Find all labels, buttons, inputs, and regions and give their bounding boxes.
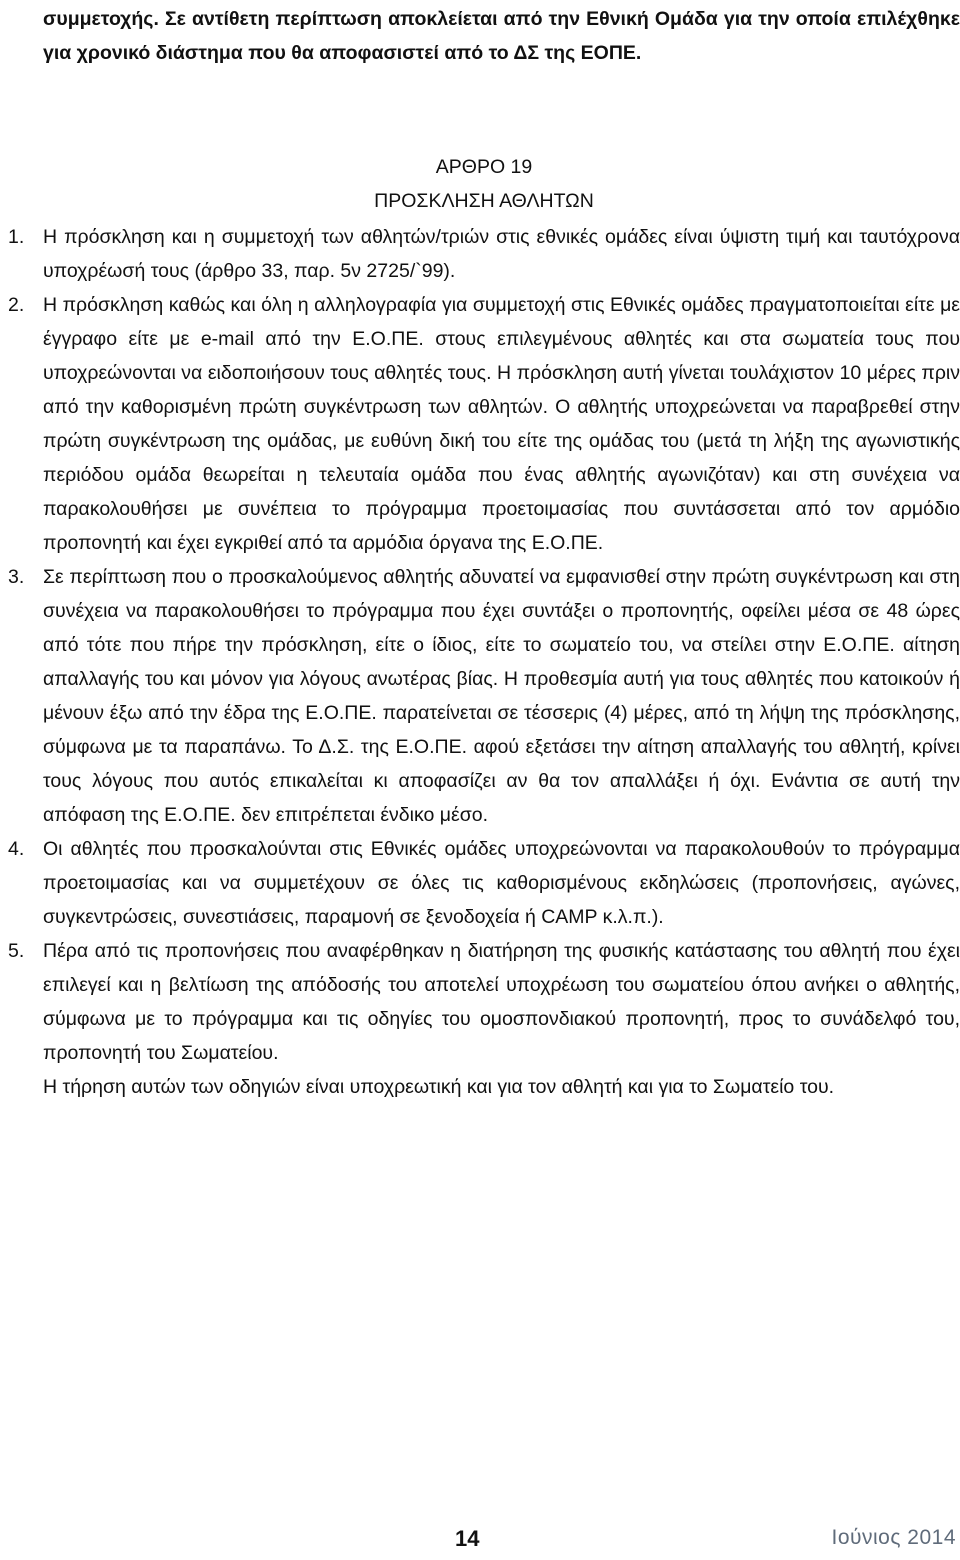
list-item-text [43, 832, 960, 934]
numbered-list [8, 220, 960, 1104]
footer-date: Ιούνιος 2014 [831, 1526, 956, 1549]
list-item-text [43, 934, 960, 1104]
list-item-paragraph: Η τήρηση αυτών των οδηγιών είναι υποχρεωτική και για τον αθλητή και για το Σωματείο του. [43, 1076, 835, 1098]
article-title: ΠΡΟΣΚΛΗΣΗ ΑΘΛΗΤΩΝ [374, 190, 594, 212]
list-item-number: 4. [8, 838, 25, 860]
list-item [8, 934, 960, 1104]
list-item-paragraph: Η πρόσκληση καθώς και όλη η αλληλογραφία για συμμετοχή στις Εθνικές ομάδες πραγματοποιείται είτε με έγγραφο είτε με e-mail από την Ε.Ο.ΠΕ. στους επιλεγμένους αθλητές και στα σωματεία τους που υποχρεώνονται να ειδοποιήσουν τους αθλητές τους. Η πρόσκληση αυτή γίνεται τουλάχιστον 10 μέρες πριν από την καθορισμένη πρώτη συγκέντρωση των αθλητών. Ο αθλητής υποχρεώνεται να παραβρεθεί στην πρώτη συγκέντρωση της ομάδας, με ευθύνη δική του είτε της ομάδας του (μετά τη λήξη της αγωνιστικής περιόδου ομάδα θεωρείται η τελευταία ομάδα που ένας αθλητής αγωνιζόταν) και στη συνέχεια να παρακολουθήσει με συνέπεια το πρόγραμμα προετοιμασίας που συντάσσεται από τον αρμόδιο προπονητή και έχει εγκριθεί από τα αρμόδια όργανα της Ε.Ο.ΠΕ. [43, 294, 960, 554]
list-item-text [43, 220, 960, 288]
list-item-number: 5. [8, 940, 25, 962]
list-item [8, 832, 960, 934]
page-footer [0, 1526, 960, 1560]
list-item [8, 560, 960, 832]
list-item-number: 2. [8, 294, 25, 316]
list-item-paragraph: Η πρόσκληση και η συμμετοχή των αθλητών/τριών στις εθνικές ομάδες είναι ύψιστη τιμή και ταυτόχρονα υποχρέωσή τους (άρθρο 33, παρ. 5ν 2725/`99). [43, 226, 960, 282]
intro-paragraph: συμμετοχής. Σε αντίθετη περίπτωση αποκλείεται από την Εθνική Ομάδα για την οποία επιλέχθηκε για χρονικό διάστημα που θα αποφασιστεί από το ΔΣ της ΕΟΠΕ. [43, 8, 960, 64]
list-item-number: 3. [8, 566, 25, 588]
article-heading [8, 150, 960, 218]
list-item-number: 1. [8, 226, 25, 248]
list-item [8, 288, 960, 560]
page-number: 14 [455, 1526, 480, 1551]
article-number: ΑΡΘΡΟ 19 [435, 156, 533, 178]
list-item-paragraph: Οι αθλητές που προσκαλούνται στις Εθνικές ομάδες υποχρεώνονται να παρακολουθούν το πρόγραμμα προετοιμασίας και να συμμετέχουν σε όλες τις καθορισμένους εκδηλώσεις (προπονήσεις, αγώνες, συγκεντρώσεις, συνεστιάσεις, παραμονή σε ξενοδοχεία ή CAMP κ.λ.π.). [43, 838, 960, 928]
list-item-paragraph: Πέρα από τις προπονήσεις που αναφέρθηκαν η διατήρηση της φυσικής κατάστασης του αθλητή που έχει επιλεγεί και η βελτίωση της απόδοσής του αποτελεί υποχρέωση του σωματείου όπου ανήκει ο αθλητής, σύμφωνα με το πρόγραμμα και τις οδηγίες του ομοσπονδιακού προπονητή, προς το συνάδελφό του, προπονητή του Σωματείου. [43, 940, 960, 1064]
list-item-text [43, 288, 960, 560]
list-item-text [43, 560, 960, 832]
list-item [8, 220, 960, 288]
document-body [8, 2, 960, 1104]
list-item-paragraph: Σε περίπτωση που ο προσκαλούμενος αθλητής αδυνατεί να εμφανισθεί στην πρώτη συγκέντρωση και στη συνέχεια να παρακολουθήσει το πρόγραμμα που έχει συντάξει ο προπονητής, οφείλει μέσα σε 48 ώρες από τότε που πήρε την πρόσκληση, είτε ο ίδιος, είτε το σωματείο του, να στείλει στην Ε.Ο.ΠΕ. αίτηση απαλλαγής του και μόνον για λόγους ανωτέρας βίας. Η προθεσμία αυτή για τους αθλητές που κατοικούν ή μένουν έξω από την έδρα της Ε.Ο.ΠΕ. παρατείνεται σε τέσσερις (4) μέρες, από τη λήψη της πρόσκλησης, σύμφωνα με τα παραπάνω. Το Δ.Σ. της Ε.Ο.ΠΕ. αφού εξετάσει την αίτηση απαλλαγής του αθλητή, κρίνει τους λόγους που αυτός επικαλείται κι αποφασίζει αν θα τον απαλλάξει ή όχι. Ενάντια σε αυτή την απόφαση της Ε.Ο.ΠΕ. δεν επιτρέπεται ένδικο μέσο. [43, 566, 960, 826]
